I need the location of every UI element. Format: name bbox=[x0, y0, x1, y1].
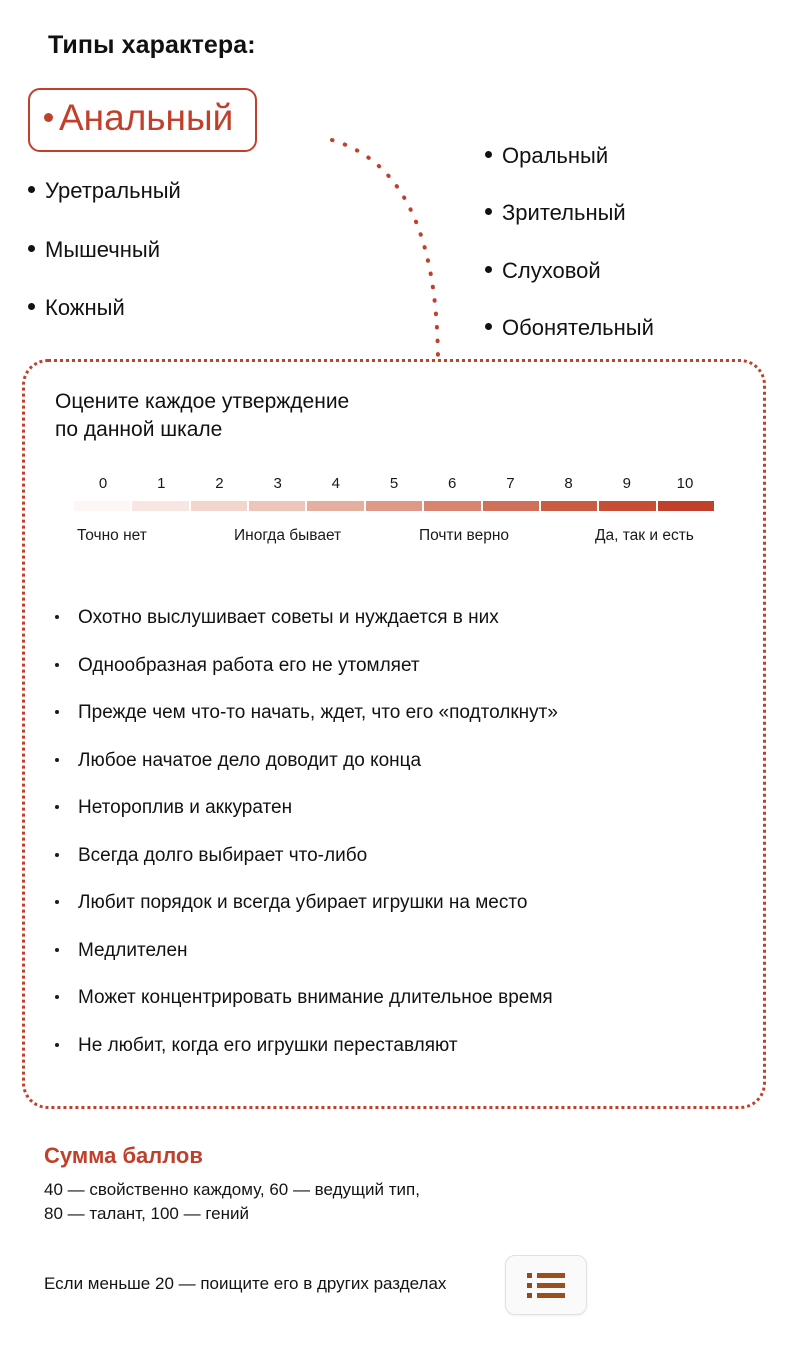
statement-text: Нетороплив и аккуратен bbox=[78, 797, 293, 818]
footer-note: Если меньше 20 — поищите его в других разделах bbox=[44, 1274, 447, 1293]
quiz-instruction bbox=[55, 388, 349, 445]
scale-segment-1[interactable] bbox=[132, 501, 190, 511]
bullet-dot-icon bbox=[55, 758, 59, 762]
type-label: Слуховой bbox=[502, 257, 601, 283]
score-description-line-1: 40 — свойственно каждому, 60 — ведущий тип, bbox=[44, 1180, 420, 1199]
rating-scale-gradient-bar[interactable] bbox=[74, 501, 714, 511]
character-types-right-column bbox=[485, 143, 775, 373]
scale-segment-9[interactable] bbox=[599, 501, 657, 511]
scale-number: 9 bbox=[622, 475, 631, 492]
type-item-analny[interactable] bbox=[44, 96, 233, 140]
scale-label-high: Да, так и есть bbox=[595, 527, 694, 544]
quiz-instruction-line-1: Оцените каждое утверждение bbox=[55, 390, 350, 413]
bullet-dot-icon bbox=[485, 208, 492, 215]
quiz-instruction-line-2: по данной шкале bbox=[55, 418, 223, 442]
type-label: Уретральный bbox=[45, 178, 181, 204]
bullet-dot-icon bbox=[55, 853, 59, 857]
bullet-dot-icon bbox=[28, 245, 35, 252]
page-title: Типы характера: bbox=[48, 31, 256, 59]
statement-item[interactable] bbox=[55, 1035, 745, 1057]
scale-number: 6 bbox=[448, 475, 457, 492]
character-types-left-column bbox=[28, 88, 368, 354]
bullet-dot-icon bbox=[485, 151, 492, 158]
list-icon bbox=[527, 1273, 565, 1298]
statement-text: Может концентрировать внимание длительное время bbox=[78, 987, 553, 1008]
bullet-dot-icon bbox=[55, 900, 59, 904]
statement-text: Всегда долго выбирает что-либо bbox=[78, 844, 368, 866]
bullet-dot-icon bbox=[55, 615, 59, 619]
scale-number: 3 bbox=[273, 475, 282, 492]
list-icon-line bbox=[537, 1283, 565, 1288]
scale-label-low: Точно нет bbox=[77, 527, 147, 544]
bullet-dot-icon bbox=[44, 113, 53, 122]
bullet-dot-icon bbox=[55, 948, 59, 952]
scale-number: 10 bbox=[676, 475, 694, 492]
scale-segment-8[interactable] bbox=[541, 501, 599, 511]
scale-label-mid-low: Иногда бывает bbox=[234, 527, 342, 544]
statement-text: Охотно выслушивает советы и нуждается в них bbox=[78, 607, 499, 628]
rating-scale-numbers bbox=[74, 475, 714, 492]
statement-item[interactable] bbox=[55, 940, 745, 962]
type-item-sluhovoy[interactable] bbox=[485, 258, 775, 284]
list-icon-line bbox=[537, 1293, 565, 1298]
statement-text: Медлителен bbox=[78, 939, 188, 961]
type-label: Кожный bbox=[45, 295, 125, 321]
statement-text: Не любит, когда его игрушки переставляют bbox=[78, 1034, 458, 1056]
type-item-uretralny[interactable] bbox=[28, 178, 368, 204]
bullet-dot-icon bbox=[28, 303, 35, 310]
bullet-dot-icon bbox=[55, 805, 59, 809]
statement-text: Прежде чем что-то начать, ждет, что его «подтолкнут» bbox=[78, 702, 558, 723]
type-item-obonyatelny[interactable] bbox=[485, 315, 775, 341]
bullet-dot-icon bbox=[485, 266, 492, 273]
statement-item[interactable] bbox=[55, 607, 745, 629]
bullet-dot-icon bbox=[55, 995, 59, 999]
scale-segment-10[interactable] bbox=[658, 501, 714, 511]
type-label: Анальный bbox=[59, 97, 234, 138]
scale-number: 8 bbox=[564, 475, 573, 492]
score-section-title: Сумма баллов bbox=[44, 1143, 203, 1168]
scale-number: 4 bbox=[331, 475, 341, 492]
statement-item[interactable] bbox=[55, 750, 745, 772]
rating-scale-labels bbox=[53, 527, 743, 549]
type-label: Зрительный bbox=[502, 200, 626, 226]
type-label: Оральный bbox=[502, 143, 609, 168]
selected-type-highlight-box[interactable] bbox=[28, 88, 257, 152]
statements-list bbox=[55, 607, 745, 1082]
list-icon-row bbox=[527, 1283, 565, 1288]
scale-segment-6[interactable] bbox=[424, 501, 482, 511]
statement-text: Любит порядок и всегда убирает игрушки на место bbox=[78, 892, 528, 913]
scale-number: 2 bbox=[215, 475, 224, 492]
list-icon-bullet bbox=[527, 1273, 532, 1278]
bullet-dot-icon bbox=[485, 323, 492, 330]
scale-number: 7 bbox=[506, 475, 515, 492]
type-label: Мышечный bbox=[45, 236, 161, 262]
quiz-card bbox=[22, 359, 766, 1109]
scale-segment-0[interactable] bbox=[74, 501, 132, 511]
list-view-button[interactable] bbox=[505, 1255, 587, 1315]
type-item-myshechny[interactable] bbox=[28, 237, 368, 263]
bullet-dot-icon bbox=[28, 186, 35, 193]
scale-segment-2[interactable] bbox=[191, 501, 249, 511]
left-types-list bbox=[28, 178, 368, 321]
bullet-dot-icon bbox=[55, 663, 59, 667]
scale-number: 5 bbox=[389, 475, 399, 492]
statement-item[interactable] bbox=[55, 702, 745, 724]
bullet-dot-icon bbox=[55, 710, 59, 714]
scale-segment-5[interactable] bbox=[366, 501, 424, 511]
list-icon-row bbox=[527, 1293, 565, 1298]
type-item-oralny[interactable] bbox=[485, 143, 775, 169]
list-icon-line bbox=[537, 1273, 565, 1278]
scale-number: 0 bbox=[98, 475, 108, 492]
bullet-dot-icon bbox=[55, 1043, 59, 1047]
type-item-kozhny[interactable] bbox=[28, 295, 368, 321]
scale-label-mid-high: Почти верно bbox=[419, 527, 510, 544]
statement-item[interactable] bbox=[55, 845, 745, 867]
scale-segment-4[interactable] bbox=[307, 501, 365, 511]
statement-item[interactable] bbox=[55, 892, 745, 914]
rating-scale bbox=[53, 475, 743, 549]
scale-segment-3[interactable] bbox=[249, 501, 307, 511]
list-icon-bullet bbox=[527, 1293, 532, 1298]
type-item-zritelny[interactable] bbox=[485, 200, 775, 226]
statement-text: Однообразная работа его не утомляет bbox=[78, 654, 420, 676]
list-icon-row bbox=[527, 1273, 565, 1278]
statement-item[interactable] bbox=[55, 797, 745, 819]
score-description bbox=[44, 1178, 420, 1226]
score-description-line-2: 80 — талант, 100 — гений bbox=[44, 1204, 249, 1224]
scale-number: 1 bbox=[157, 475, 166, 492]
statement-item[interactable] bbox=[55, 655, 745, 677]
list-icon-bullet bbox=[527, 1283, 532, 1288]
type-label: Обонятельный bbox=[502, 315, 654, 341]
statement-text: Любое начатое дело доводит до конца bbox=[78, 749, 422, 771]
statement-item[interactable] bbox=[55, 987, 745, 1009]
scale-segment-7[interactable] bbox=[483, 501, 541, 511]
